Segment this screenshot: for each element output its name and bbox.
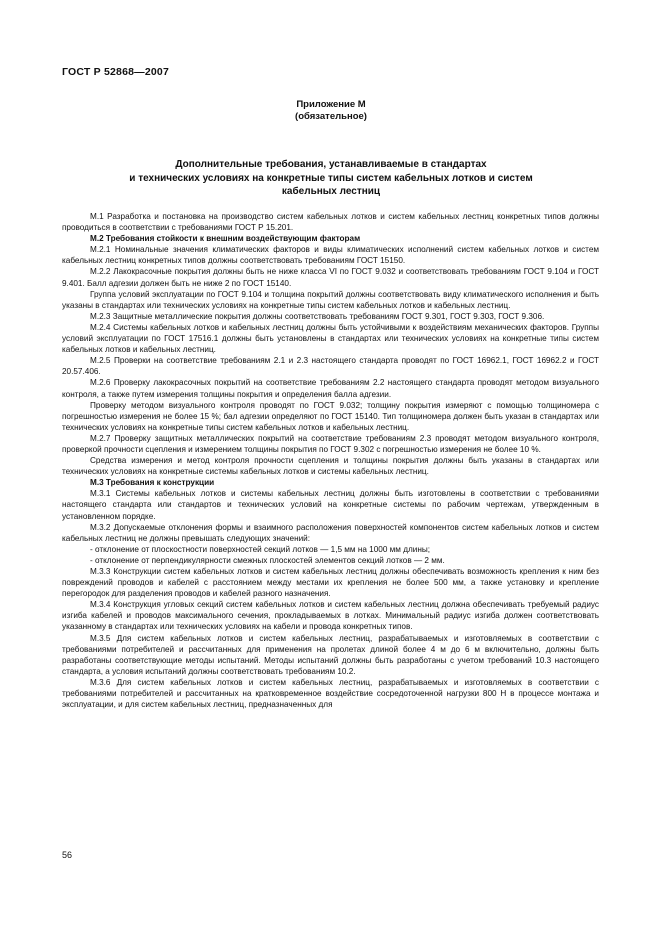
paragraph: М.3.4 Конструкция угловых секций систем кабельных лотков и систем кабельных лестниц должна обеспечивать требуемый радиус изгиба кабелей и проводов максимального сечения, прокладываемых в лотках. Минимальный радиус изгиба должен соответствовать указанному в стандартах или технических условиях на кабели и провода конкретных типов. bbox=[62, 600, 599, 632]
standard-header: ГОСТ Р 52868—2007 bbox=[62, 66, 170, 78]
appendix-status: (обязательное) bbox=[295, 111, 367, 122]
paragraph: М.3.3 Конструкции систем кабельных лотков и систем кабельных лестниц должны обеспечивать возможность крепления к ним без повреждений проводов и кабелей с расстоянием между местами их крепления не более 500 мм, а также установку и крепление перегородок для разделения проводов и кабелей разного назначения. bbox=[62, 567, 599, 599]
paragraph: М.3.2 Допускаемые отклонения формы и взаимного расположения поверхностей компонентов систем кабельных лотков и систем кабельных лестниц не должны превышать следующих значений: bbox=[62, 522, 599, 543]
paragraph: М.2.4 Системы кабельных лотков и кабельных лестниц должны быть устойчивыми к воздействиям механических факторов. Группы условий эксплуатации по ГОСТ 17516.1 должны быть установлены в стандартах или технических условиях на конкретные типы систем кабельных лотков и кабельных лестниц. bbox=[62, 322, 599, 355]
list-item: - отклонение от перпендикулярности смежных плоскостей элементов секций лотков — 2 мм. bbox=[90, 555, 445, 565]
title-line-1: Дополнительные требования, устанавливаемые в стандартах bbox=[175, 159, 487, 170]
paragraph: М.1 Разработка и постановка на производство систем кабельных лотков и систем кабельных лестниц конкретных типов должны проводиться в соответствии с требованиями ГОСТ Р 15.201. bbox=[62, 212, 599, 233]
section-heading: М.2 Требования стойкости к внешним воздействующим факторам bbox=[90, 234, 361, 244]
paragraph: Средства измерения и метод контроля прочности сцепления и толщины покрытия должны быть указаны в стандартах или технических условиях на конкретные системы кабельных лотков и системы кабельных лестниц. bbox=[62, 456, 599, 477]
title-line-2: и технических условиях на конкретные типы систем кабельных лотков и систем bbox=[129, 172, 533, 184]
page-number: 56 bbox=[62, 850, 73, 860]
paragraph: М.2.5 Проверки на соответствие требованиям 2.1 и 2.3 настоящего стандарта проводят по ГОСТ 16962.1, ГОСТ 16962.2 и ГОСТ 20.57.406. bbox=[62, 356, 599, 377]
appendix-title bbox=[62, 158, 600, 199]
paragraph: М.2.2 Лакокрасочные покрытия должны быть не ниже класса VI по ГОСТ 9.032 и соответствовать требованиям ГОСТ 9.104 и ГОСТ 9.401. Балл адгезии должен быть не ниже 2 по ГОСТ 15140. bbox=[62, 267, 599, 288]
appendix-heading bbox=[62, 99, 600, 123]
paragraph: М.2.3 Защитные металлические покрытия должны соответствовать требованиям ГОСТ 9.301, ГОСТ 9.303, ГОСТ 9.306. bbox=[90, 311, 545, 321]
list-item: - отклонение от плоскостности поверхностей секций лотков — 1,5 мм на 1000 мм длины; bbox=[90, 544, 431, 554]
paragraph: М.2.7 Проверку защитных металлических покрытий на соответствие требованиям 2.3 проводят методом визуального контроля, проверкой прочности сцепления и измерением толщины покрытия по ГОСТ 9.302 с погрешностью измерения не более 10 %. bbox=[62, 433, 599, 454]
paragraph: М.2.6 Проверку лакокрасочных покрытий на соответствие требованиям 2.2 настоящего стандарта проводят методом визуального контроля, а также путем измерения толщины покрытия и определения балла адгезии. bbox=[62, 378, 599, 399]
section-heading: М.3 Требования к конструкции bbox=[90, 478, 215, 488]
paragraph: М.3.1 Системы кабельных лотков и системы кабельных лестниц должны быть изготовлены в соответствии с требованиями настоящего стандарта или стандартов и технических условий на конкретные системы по рабочим чертежам, утвержденным в установленном порядке. bbox=[62, 489, 599, 521]
paragraph: М.3.5 Для систем кабельных лотков и систем кабельных лестниц, разрабатываемых и изготовляемых в соответствии с требованиями потребителей и рассчитанных для применения на пролетах длиной более 4 м до 6 м включительно, должны быть разработаны соответствующие методы испытаний. Методы испытаний должны быть разработаны с учетом требований 10.3 настоящего стандарта, а условия испытаний должны соответствовать требованиям 10.2. bbox=[62, 633, 599, 676]
paragraph: М.2.1 Номинальные значения климатических факторов и виды климатических исполнений систем кабельных лотков и систем кабельных лестниц конкретных типов должны соответствовать требованиям ГОСТ 15150. bbox=[62, 245, 599, 266]
document-body bbox=[62, 211, 599, 710]
appendix-label: Приложение М bbox=[296, 99, 366, 110]
title-line-3: кабельных лестниц bbox=[281, 186, 381, 197]
paragraph: Группа условий эксплуатации по ГОСТ 9.104 и толщина покрытий должны соответствовать виду климатического исполнения и быть указаны в стандартах или технических условиях на конкретные типы систем кабельных лотков и кабельных лестниц. bbox=[62, 289, 599, 310]
paragraph: Проверку методом визуального контроля проводят по ГОСТ 9.032; толщину покрытия измеряют с помощью толщиномера с погрешностью измерения не более 15 %; бал адгезии определяют по ГОСТ 15140. Тип толщиномера должен быть указан в стандартах или технических условиях на конкретные типы систем кабельных лотков и кабельных лестниц. bbox=[62, 400, 599, 432]
paragraph: М.3.6 Для систем кабельных лотков и систем кабельных лестниц, разрабатываемых и изготовляемых в соответствии с требованиями потребителей и рассчитанных на кратковременное воздействие сосредоточенной нагрузки 800 Н в процессе монтажа и эксплуатации, и для систем кабельных лестниц, предназначенных для bbox=[62, 677, 599, 710]
